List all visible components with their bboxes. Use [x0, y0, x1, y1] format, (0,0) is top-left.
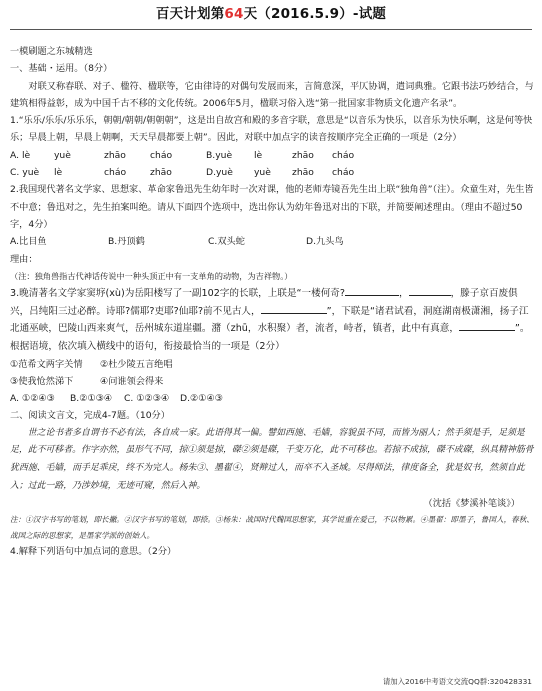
q1-option-d-3: zhāo	[292, 167, 314, 179]
title-suffix: 天（2016.5.9）-试题	[243, 6, 387, 22]
q3-stem	[10, 285, 534, 355]
part2-heading: 二、阅读文言文，完成4-7题。（10分）	[10, 410, 170, 422]
q1-option-a-2: yuè	[54, 149, 71, 161]
q1-option-d-2: yuè	[254, 167, 271, 179]
q2-note: （注：独角兽指古代神话传说中一种头顶正中有一支单角的动物，为吉祥物。）	[10, 270, 293, 281]
q3-item-4: ④问谁领会得来	[100, 375, 164, 387]
q4-stem: 4.解释下列语句中加点词的意思。（2分）	[10, 546, 177, 558]
q1-option-d-4: cháo	[332, 167, 355, 179]
q2-reason-label: 理由：	[10, 253, 38, 265]
q3-items-row-1	[10, 356, 534, 373]
title-day-number: 64	[224, 6, 244, 22]
q1-option-b-3: zhāo	[292, 149, 314, 161]
q3-part-b: ，	[399, 288, 409, 300]
title-divider	[10, 29, 532, 30]
q3-item-1: ①范希文两字关情	[10, 358, 83, 370]
q1-options-row-2	[10, 164, 534, 181]
q3-option-d: D.②①④③	[180, 393, 223, 405]
q1-option-c-4: zhāo	[150, 167, 172, 179]
q1-option-c-3: cháo	[104, 167, 127, 179]
q3-options	[10, 390, 534, 407]
q2-option-b: B.丹顶鹤	[108, 236, 145, 248]
q1-option-b-4: cháo	[332, 149, 355, 161]
q2-option-a: A.比目鱼	[10, 236, 47, 248]
q3-blank-1[interactable]	[345, 285, 399, 296]
q1-option-a-4: cháo	[150, 149, 173, 161]
q3-part-a: 3.晚清著名文学家窦垿(xù)为岳阳楼写了一副102字的长联，上联是“一楼何奇?	[10, 288, 345, 300]
intro-paragraph: 对联又称春联、对子、楹符、楹联等，它由律诗的对偶句发展而来，言简意深，平仄协调，遣词典雅。它跟书法巧妙结合，与建筑相得益彰，成为中国千古不移的文化传统。2006年5月，楹联习俗入选“第一批国家非物质文化遗产名录”。	[10, 80, 534, 109]
q1-option-b: B.yuè	[206, 149, 233, 161]
q3-part-e: ”。根据语境，依次填入横线中的语句，衔接最恰当的一项是（2分）	[10, 323, 530, 352]
document-body	[10, 43, 534, 561]
q2-option-c: C.双头蛇	[208, 236, 245, 248]
title-prefix: 百天计划第	[155, 6, 225, 22]
q2-options	[10, 233, 534, 250]
q1-options-row-1	[10, 147, 534, 164]
q1-option-c: C. yuè	[10, 167, 40, 179]
q3-items-row-2	[10, 373, 534, 390]
q3-blank-3[interactable]	[261, 303, 327, 314]
q1-option-b-2: lè	[254, 149, 263, 161]
q3-option-c: C. ①②③④	[124, 393, 170, 405]
q2-option-d: D.九头鸟	[306, 236, 344, 248]
q3-item-2: ②杜少陵五言绝唱	[100, 358, 173, 370]
q3-blank-4[interactable]	[459, 320, 515, 331]
q3-option-a: A. ①②④③	[10, 393, 55, 405]
q3-option-b: B.②①③④	[70, 393, 113, 405]
passage-notes: 注：①汉字书写的笔划，即长撇。②汉字书写的笔划，即捺。③杨朱：战国时代魏国思想家，其学说重在爱己，不以物累。④墨翟：即墨子，鲁国人，春秋、战国之际的思想家，是墨家学派的创始人。	[10, 515, 534, 540]
q1-stem: 1.“乐乐/乐乐/乐乐乐，朝朝/朝朝/朝朝朝”，这是出自故宫和殿的多音字联，意思是“以音乐为快乐，以音乐为快乐啊，这是何等快乐；早晨上朝，早晨上朝啊，天天早晨都要上朝”。因此，对联中加点字的读音按顺序完全正确的一项是（2分）	[10, 115, 533, 144]
passage-source: （沈括《梦溪补笔谈》）	[423, 498, 520, 510]
q1-option-d: D.yuè	[206, 167, 233, 179]
q3-blank-2[interactable]	[409, 285, 451, 296]
q3-part-d: ”，下联是“诸君试看，洞庭湖南极潇湘，扬子江北通巫峡，巴陵山西来爽气，岳州城东道崖疆。潴（zhū，水积聚）者，流者，峙者，镇者，此中有真意，	[10, 305, 529, 335]
classical-passage: 世之论书者多自谓书不必有法，各自成一家。此语得其一偏。譬如西施、毛嫱，容貌虽不同，而皆为丽人；然手须是手，足须是足，此不可移者。作字亦然，虽形气不同，掠①须是掠，磔②须是磔，千变万化，此不可移也。若掠不成掠，磔不成磔，纵具精神筋骨犹西施、毛嫱，而手足乖戾，终不为完人。杨朱③、墨翟④，贤辩过人，而卒不入圣域。尽得师法，律度备全，犹是奴书，然须自此入；过此一路，乃涉妙境，无迹可窥，然后入神。	[10, 427, 534, 491]
part1-heading: 一、基础・运用。（8分）	[10, 63, 113, 75]
q1-option-a: A. lè	[10, 149, 31, 161]
q1-option-c-2: lè	[54, 167, 63, 179]
q2-stem: 2.我国现代著名文学家、思想家、革命家鲁迅先生幼年时一次对课，他的老师寿镜吾先生出上联“独角兽”（注）。众童生对，先生皆不中意；鲁迅对之，先生拍案叫绝。请从下面四个选项中，选出你认为幼年鲁迅对出的下联，并简要阐述理由。（理由不超过50字，4分）	[10, 184, 534, 230]
q1-option-a-3: zhāo	[104, 149, 126, 161]
q3-item-3: ③使我怆然涕下	[10, 375, 74, 387]
q3-part-c: ，滕子京百废俱兴，吕纯阳三过必醉。诗耶?儒耶?吏耶?仙耶?前不见古人，	[10, 288, 518, 317]
page-title	[0, 5, 542, 23]
section-heading: 一模刷题之东城精选	[10, 46, 93, 57]
footer-qq-group: 请加入2016中考语文交流QQ群:320428331	[382, 677, 532, 686]
